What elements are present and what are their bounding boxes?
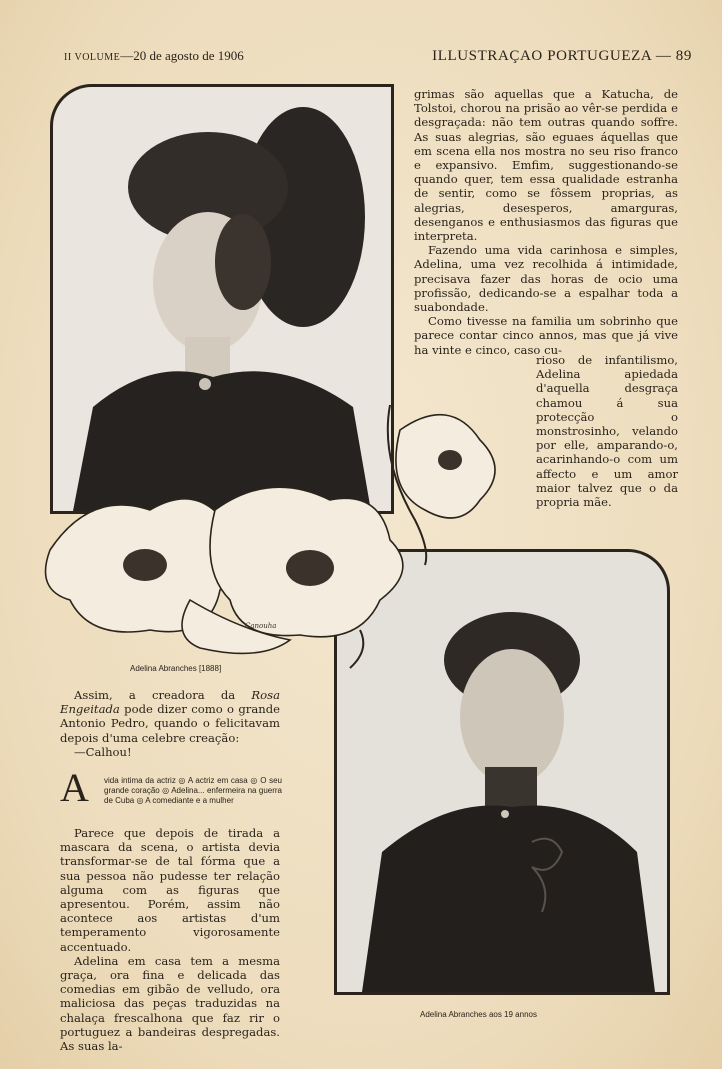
summary-text: vida intima da actriz ◎ A actriz em casa ◎ O seu grande coração ◎ Adelina... enfermeira na guerra de Cuba ◎ A comediante e a mulher (104, 776, 282, 805)
journal-name: ILLUSTRAÇAO PORTUGUEZA (432, 48, 652, 64)
paragraph: Assim, a creadora da Rosa Engeitada pode dizer como o grande Antonio Pedro, quando o felicitavam depois d'uma celebre creação: (60, 688, 280, 745)
header-issue-info (64, 48, 244, 64)
artist-signature: Canouha (245, 622, 277, 630)
paragraph: grimas são aquellas que a Katucha, de Tolstoi, chorou na prisão ao vêr-se perdida e desgraçada: não tem outras quando soffre. As suas alegrias, são eguaes áquellas que em scena ella nos mostra no seu riso franco e expansivo. Emfim, suggestionando-se quando quer, tem essa qualidade estranha de sentir, como se fôssem proprias, as alegrias, desesperos, amarguras, desenganos e enthusiasmos das figuras que interpreta. (414, 87, 678, 244)
drop-cap: A (60, 765, 89, 810)
page-header (64, 48, 692, 64)
left-column-body (60, 826, 280, 1053)
right-column-wrapped-text (536, 353, 678, 509)
play-title: Rosa Engeitada (60, 688, 280, 717)
right-column-text (414, 87, 678, 357)
paragraph: Adelina em casa tem a mesma graça, ora fina e delicada das comedias em gibão de velludo, ora maliciosa das peças traduzidas na chalaça frescalhona que faz rir o portuguez a bandeiras despregadas. As suas la- (60, 953, 280, 1054)
caption-photo-19-years: Adelina Abranches aos 19 annos (420, 1010, 537, 1019)
paragraph: Fazendo uma vida carinhosa e simples, Adelina, uma vez recolhida á intimidade, precisava fazer das horas de ocio uma profissão, dedicando-se a espalhar toda a suabondade. (414, 243, 678, 315)
page-number: — 89 (655, 48, 692, 64)
left-column-intro (60, 688, 280, 759)
quote: —Calhou! (74, 744, 132, 759)
paragraph: Parece que depois de tirada a mascara da scena, o artista devia transformar-se de tal fórma que a sua pessoa não pudesse ter relação alguma com as figuras que apresentou. Porém, assim não acontece aos artistas d'um temperamento vigorosamente accentuado. (60, 826, 280, 954)
section-summary (60, 765, 282, 818)
caption-photo-1888: Adelina Abranches [1888] (130, 664, 222, 673)
header-volume: II VOLUME (64, 52, 121, 63)
header-date: —20 de agosto de 1906 (120, 48, 244, 63)
header-title (432, 48, 692, 65)
paragraph: Como tivesse na familia um sobrinho que parece contar cinco annos, mas que já vive ha vinte e cinco, caso cu- (414, 314, 678, 357)
paragraph: rioso de infantilismo, Adelina apiedada d'aquella desgraça chamou á sua protecção o monstrosinho, velando por elle, amparando-o, acarinhando-o com um affecto e um amor maior talvez que o da propria mãe. (536, 353, 678, 510)
